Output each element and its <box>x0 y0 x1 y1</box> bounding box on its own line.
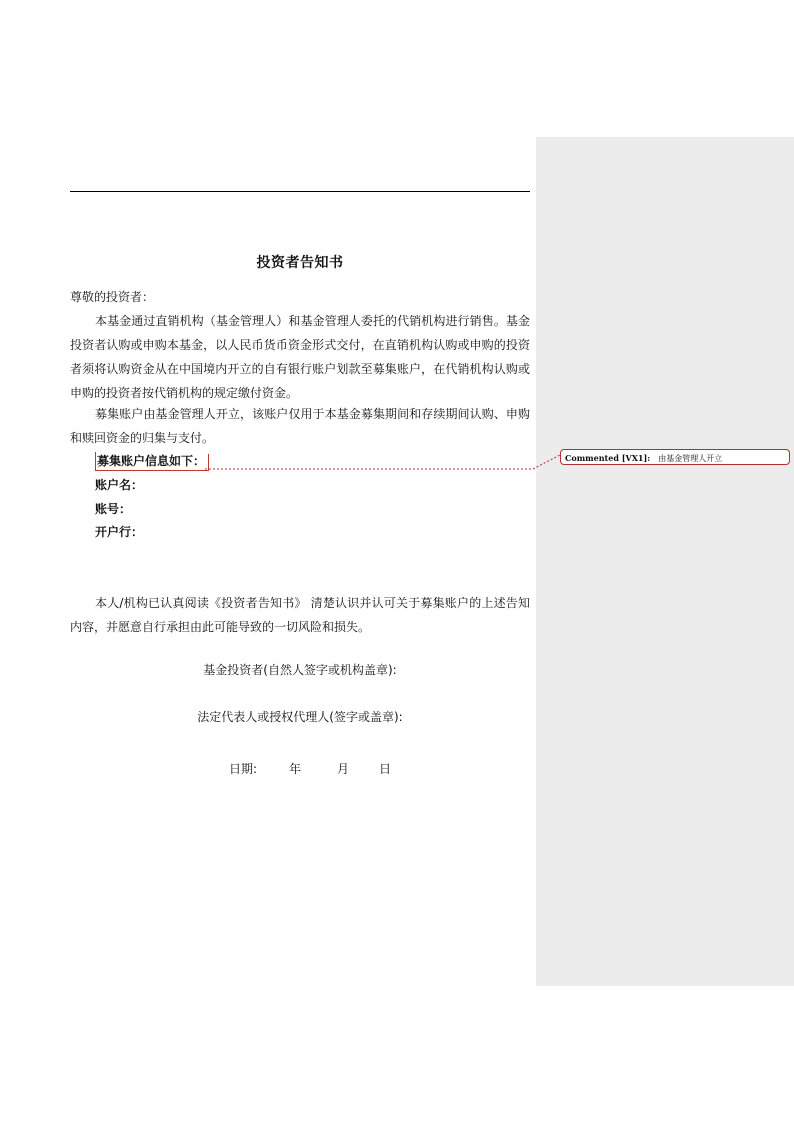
account-info-heading-line <box>95 449 209 473</box>
date-line <box>229 759 391 779</box>
date-label: 日期: <box>229 762 258 776</box>
signature-investor: 基金投资者(自然人签字或机构盖章): <box>203 663 397 677</box>
comment-pane <box>536 137 794 986</box>
comment-author: Commented [VX1]: <box>565 453 651 463</box>
salutation: 尊敬的投资者： <box>70 290 155 304</box>
signature-representative: 法定代表人或授权代理人(签字或盖章): <box>197 710 403 724</box>
comment-bubble[interactable] <box>560 449 790 465</box>
account-info-heading[interactable]: 募集账户信息如下： <box>95 452 209 471</box>
header-rule <box>70 191 530 192</box>
paragraph-raising-account: 募集账户由基金管理人开立，该账户仅用于本基金募集期间和存续期间认购、申购和赎回资金的归集与支付。 <box>70 407 530 445</box>
day-label: 日 <box>379 762 392 776</box>
month-label: 月 <box>337 762 350 776</box>
paragraph-sales-channels: 本基金通过直销机构（基金管理人）和基金管理人委托的代销机构进行销售。基金投资者认购或申购本基金，以人民币货币资金形式交付，在直销机构认购或申购的投资者须将认购资金从在中国境内开立的自有银行账户划款至募集账户，在代销机构认购或申购的投资者按代销机构的规定缴付资金。 <box>70 314 530 400</box>
comment-text: 由基金管理人开立 <box>658 454 723 463</box>
bank-label: 开户行： <box>95 525 144 539</box>
document-title: 投资者告知书 <box>256 255 344 271</box>
year-label: 年 <box>289 762 302 776</box>
account-name-label: 账户名： <box>95 478 144 492</box>
paragraph-acknowledgement: 本人/机构已认真阅读《投资者告知书》 清楚认识并认可关于募集账户的上述告知内容，并愿意自行承担由此可能导致的一切风险和损失。 <box>70 596 530 634</box>
account-number-label: 账号： <box>95 502 132 516</box>
